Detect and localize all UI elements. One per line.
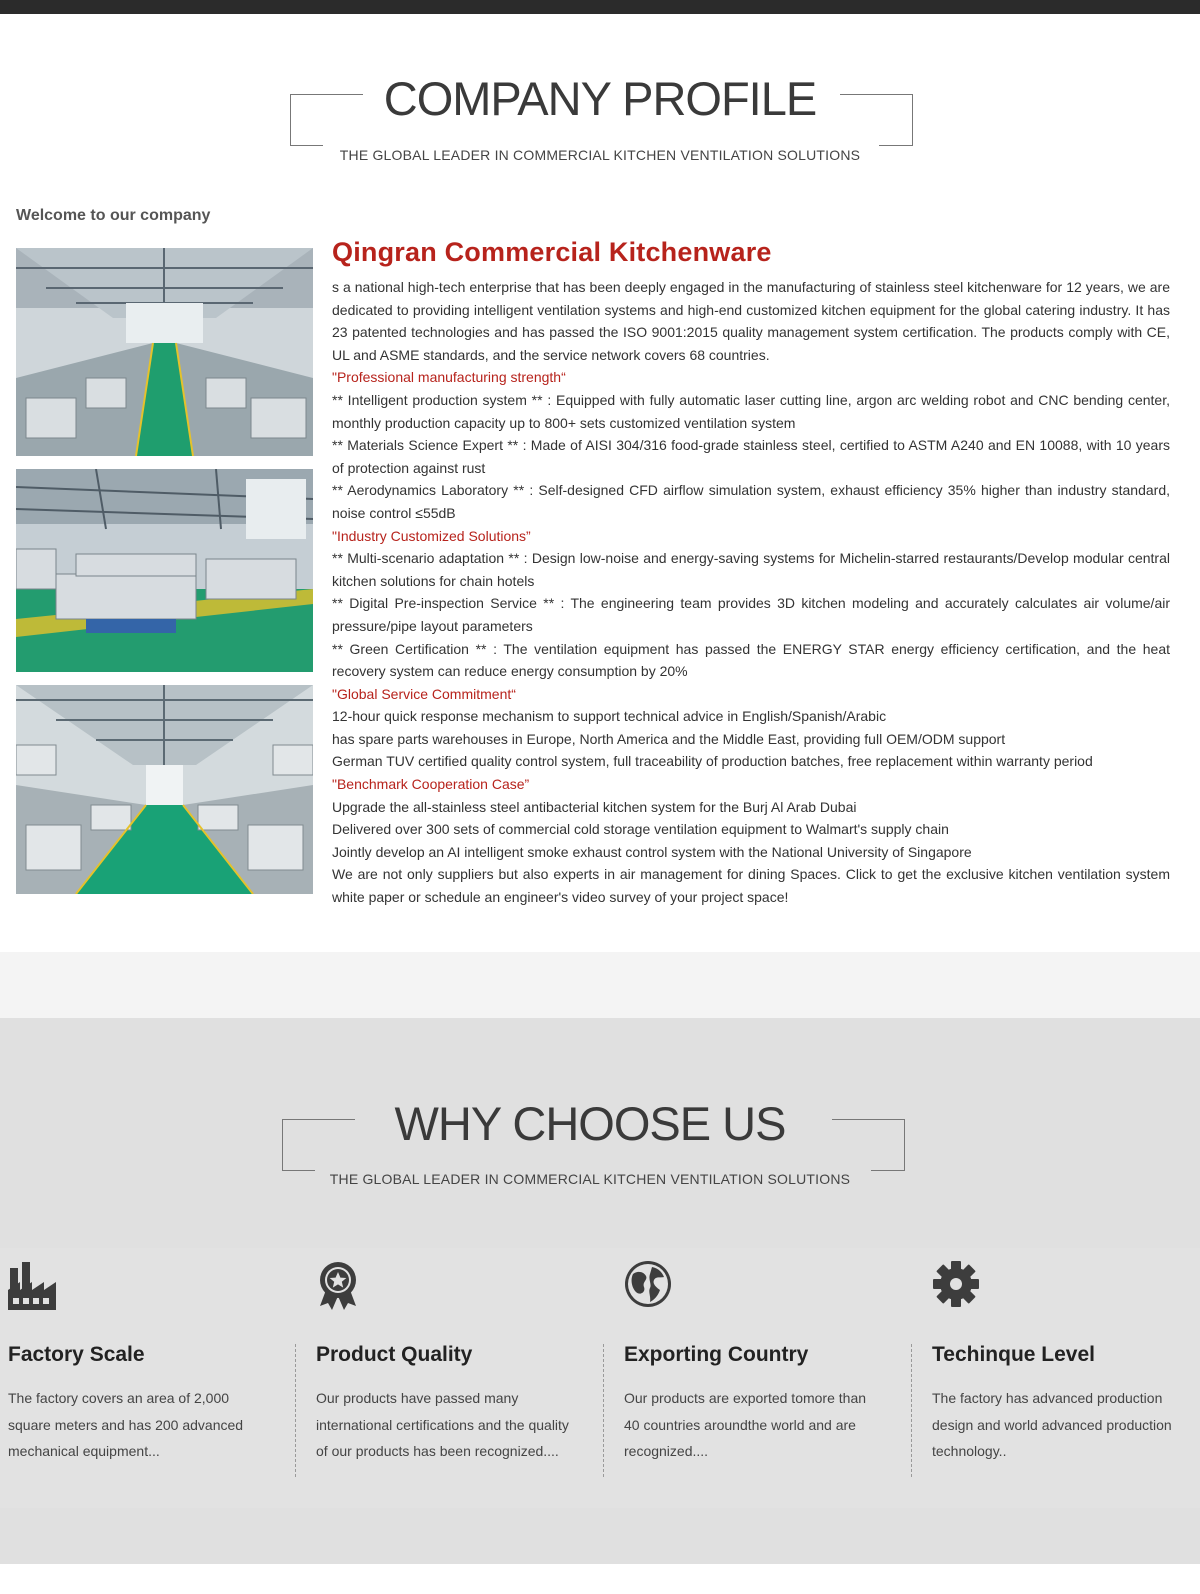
why-heading [0, 1097, 1200, 1187]
feature-product-quality [316, 1248, 616, 1508]
profile-subheading: "Industry Customized Solutions” [332, 527, 531, 544]
feature-factory-scale [8, 1248, 308, 1508]
profile-paragraph: ** Digital Pre-inspection Service ** : The engineering team provides 3D kitchen modeling and accurately calculates air volume/air pressure/pipe layout parameters [332, 595, 1170, 634]
welcome-heading: Welcome to our company [16, 207, 211, 224]
feature-title: Product Quality [316, 1343, 473, 1366]
profile-paragraph: Upgrade the all-stainless steel antibacterial kitchen system for the Burj Al Arab Dubai [332, 798, 857, 815]
profile-paragraph: ** Aerodynamics Laboratory ** : Self-designed CFD airflow simulation system, exhaust efficiency 35% higher than industry standard, noise control ≤55dB [332, 482, 1170, 521]
profile-text [332, 236, 1170, 909]
profile-paragraph: ** Materials Science Expert ** : Made of AISI 304/316 food-grade stainless steel, certified to ASTM A240 and EN 10088, with 10 years of protection against rust [332, 437, 1170, 476]
feature-divider [911, 1344, 912, 1477]
features-row [0, 1248, 1200, 1508]
feature-description: Our products are exported tomore than 40 countries aroundthe world and are recognized.... [624, 1390, 867, 1459]
factory-photo-1 [16, 248, 313, 456]
profile-subheading: "Benchmark Cooperation Case” [332, 776, 530, 793]
profile-paragraph: Jointly develop an AI intelligent smoke exhaust control system with the National University of Singapore [332, 843, 972, 860]
profile-paragraph: s a national high-tech enterprise that has been deeply engaged in the manufacturing of stainless steel kitchenware for 12 years, we are dedicated to providing intelligent ventilation systems and high-end customized kitchen equipment for the global catering industry. It has 23 patented technologies and has passed the ISO 9001:2015 quality management system certification. The products comply with CE, UL and ASME standards, and the service network covers 68 countries. [332, 279, 1170, 363]
section-gap [0, 952, 1200, 1018]
profile-subheading: "Global Service Commitment“ [332, 685, 516, 702]
factory-photo-2 [16, 469, 313, 672]
profile-subheading: "Professional manufacturing strength“ [332, 369, 566, 386]
profile-paragraph: ** Green Certification ** : The ventilation equipment has passed the ENERGY STAR energy efficiency certification, and the heat recovery system can reduce energy consumption by 20% [332, 640, 1170, 680]
profile-subtitle: THE GLOBAL LEADER IN COMMERCIAL KITCHEN VENTILATION SOLUTIONS [339, 147, 861, 163]
profile-heading [0, 72, 1200, 163]
top-bar [0, 0, 1200, 14]
feature-title: Techinque Level [932, 1343, 1095, 1366]
profile-title: COMPANY PROFILE [383, 72, 817, 125]
why-subtitle: THE GLOBAL LEADER IN COMMERCIAL KITCHEN VENTILATION SOLUTIONS [329, 1171, 851, 1187]
profile-paragraph: German TUV certified quality control system, full traceability of production batches, free replacement within warranty period [332, 753, 1093, 770]
company-name: Qingran Commercial Kitchenware [332, 237, 772, 267]
feature-technique-level [932, 1248, 1200, 1508]
profile-paragraph: We are not only suppliers but also experts in air management for dining Spaces. Click to get the exclusive kitchen ventilation system white paper or schedule an engineer's video survey of your project space! [332, 866, 1170, 906]
profile-paragraph: ** Multi-scenario adaptation ** : Design low-noise and energy-saving systems for Michelin-starred restaurants/Develop modular central kitchen solutions for chain hotels [332, 550, 1170, 589]
profile-paragraphs [332, 276, 1170, 909]
page-bottom [0, 1564, 1200, 1594]
feature-title: Factory Scale [8, 1343, 145, 1366]
gear-icon [932, 1260, 982, 1310]
why-title: WHY CHOOSE US [394, 1097, 786, 1150]
feature-description: Our products have passed many international certifications and the quality of our products has been recognized.... [316, 1390, 569, 1459]
feature-divider [603, 1344, 604, 1477]
factory-photo-3 [16, 685, 313, 894]
feature-divider [295, 1344, 296, 1477]
globe-icon [624, 1260, 674, 1310]
award-medal-icon [316, 1260, 366, 1310]
profile-paragraph: 12-hour quick response mechanism to support technical advice in English/Spanish/Arabic [332, 708, 887, 725]
feature-title: Exporting Country [624, 1343, 809, 1366]
feature-description: The factory has advanced production design and world advanced production technology.. [932, 1390, 1172, 1459]
factory-icon [8, 1260, 58, 1310]
profile-paragraph: has spare parts warehouses in Europe, North America and the Middle East, providing full OEM/ODM support [332, 730, 1006, 747]
feature-exporting-country [624, 1248, 924, 1508]
profile-paragraph: Delivered over 300 sets of commercial cold storage ventilation equipment to Walmart's supply chain [332, 821, 949, 838]
profile-paragraph: ** Intelligent production system ** : Equipped with fully automatic laser cutting line, argon arc welding robot and CNC bending center, monthly production capacity up to 800+ sets customized ventilation system [332, 391, 1170, 431]
feature-description: The factory covers an area of 2,000 square meters and has 200 advanced mechanical equipment... [8, 1390, 244, 1459]
